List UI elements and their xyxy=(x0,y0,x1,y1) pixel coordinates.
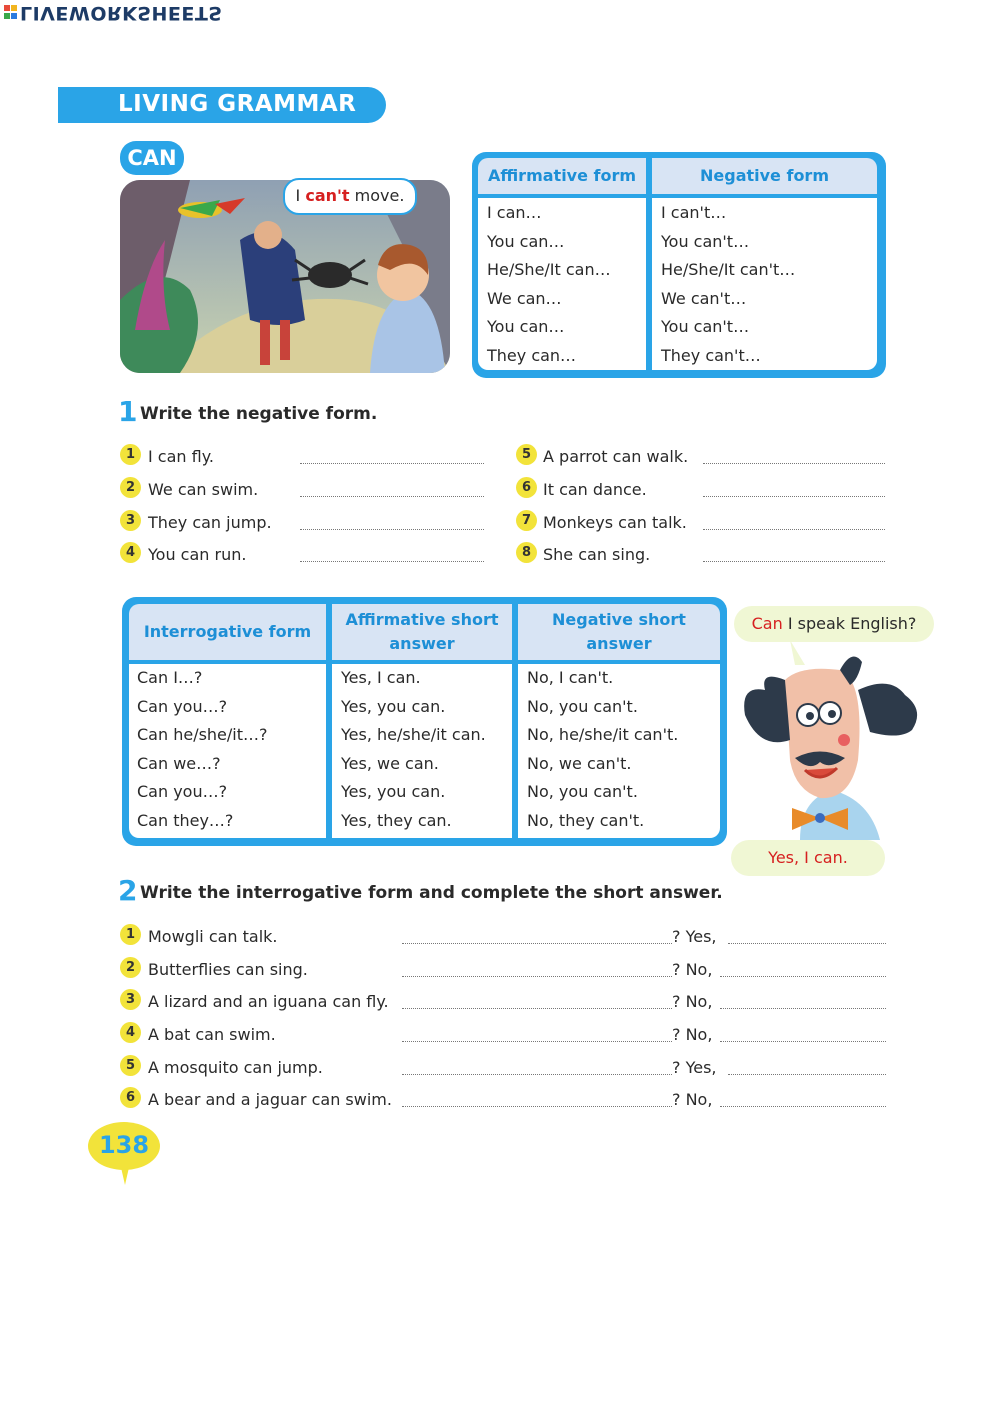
list-item: Monkeys can talk. xyxy=(543,513,687,532)
question-line[interactable] xyxy=(402,1008,672,1009)
item-number: 2 xyxy=(120,957,141,978)
table-row: Can he/she/it…? xyxy=(137,725,268,744)
header-interrogative: Interrogative form xyxy=(129,604,326,660)
short-answer-line[interactable] xyxy=(720,1008,886,1009)
exercise-1-number: 1 xyxy=(118,395,138,428)
table-row: I can… xyxy=(487,203,542,222)
table-row: Can they…? xyxy=(137,810,234,830)
list-item: We can swim. xyxy=(148,480,259,499)
question-line[interactable] xyxy=(402,1106,672,1107)
answer-line[interactable] xyxy=(300,463,484,464)
list-item: A parrot can walk. xyxy=(543,447,689,466)
list-item: She can sing. xyxy=(543,545,651,564)
table-row: You can't… xyxy=(661,317,750,336)
list-item: Mowgli can talk. xyxy=(148,927,278,946)
item-number: 1 xyxy=(120,924,141,945)
item-number: 6 xyxy=(120,1087,141,1108)
table-row: Can you…? xyxy=(137,696,228,716)
answer-prefix: ? No, xyxy=(672,960,713,979)
short-answer-line[interactable] xyxy=(720,1106,886,1107)
question-line[interactable] xyxy=(402,943,672,944)
affirmative-rows xyxy=(487,199,611,370)
interrogative-rows xyxy=(137,664,268,835)
short-answer-line[interactable] xyxy=(720,1041,886,1042)
answer-prefix: ? No, xyxy=(672,1090,713,1109)
speech-text: I xyxy=(295,186,306,205)
table-row: He/She/It can… xyxy=(487,260,611,279)
exercise-2-title: Write the interrogative form and complete the short answer. xyxy=(140,883,723,903)
exercise-1-title: Write the negative form. xyxy=(140,404,378,424)
table-row: No, you can't. xyxy=(527,696,638,716)
header-negative: Negative form xyxy=(652,158,877,194)
logo-cubes-icon xyxy=(4,5,16,19)
banner-title: LIVING GRAMMAR xyxy=(118,91,357,117)
answer-line[interactable] xyxy=(703,496,885,497)
answer-prefix: ? No, xyxy=(672,1025,713,1044)
short-answer-line[interactable] xyxy=(728,943,886,944)
question-line[interactable] xyxy=(402,976,672,977)
page-number-badge xyxy=(88,1122,160,1170)
table-row: We can't… xyxy=(661,288,747,308)
list-item: A bear and a jaguar can swim. xyxy=(148,1090,392,1109)
answer-line[interactable] xyxy=(300,561,484,562)
speech-emphasis: can't xyxy=(305,186,350,205)
list-item: They can jump. xyxy=(148,513,272,532)
speech-bubble xyxy=(283,178,417,215)
answer-prefix: ? Yes, xyxy=(672,1058,717,1077)
answer-line[interactable] xyxy=(703,529,885,530)
item-number: 7 xyxy=(516,510,537,531)
answer-bubble: Yes, I can. xyxy=(731,840,885,876)
answer-line[interactable] xyxy=(300,529,484,530)
header-affirmative-short: Affirmative short answer xyxy=(332,604,512,660)
item-number: 3 xyxy=(120,510,141,531)
table-row: You can't… xyxy=(661,231,750,251)
table-row: He/She/It can't… xyxy=(661,260,796,279)
table-row: No, he/she/it can't. xyxy=(527,725,679,744)
table-row: They can… xyxy=(487,345,577,365)
header-negative-short: Negative short answer xyxy=(518,604,720,660)
table-row: Can we…? xyxy=(137,753,221,773)
watermark: LIVEWORKSHEETS xyxy=(20,2,223,24)
header-affirmative: Affirmative form xyxy=(478,158,646,194)
questions-table xyxy=(122,597,727,846)
item-number: 2 xyxy=(120,477,141,498)
table-row: Yes, I can. xyxy=(341,668,421,687)
section-banner xyxy=(58,87,386,123)
item-number: 5 xyxy=(120,1055,141,1076)
table-row: Yes, they can. xyxy=(341,810,452,830)
answer-prefix: ? Yes, xyxy=(672,927,717,946)
answer-line[interactable] xyxy=(703,463,885,464)
short-answer-line[interactable] xyxy=(720,976,886,977)
table-row: Yes, you can. xyxy=(341,696,446,716)
question-bubble xyxy=(734,606,934,642)
table-row: Yes, you can. xyxy=(341,782,446,801)
question-emphasis: Can xyxy=(751,614,783,633)
can-forms-table xyxy=(472,152,886,378)
answer-line[interactable] xyxy=(703,561,885,562)
table-row: No, they can't. xyxy=(527,810,645,830)
table-row: Can I…? xyxy=(137,668,203,687)
table-row: Yes, he/she/it can. xyxy=(341,725,486,744)
answer-prefix: ? No, xyxy=(672,992,713,1011)
table-row: I can't… xyxy=(661,203,727,222)
answer-line[interactable] xyxy=(300,496,484,497)
list-item: You can run. xyxy=(148,545,247,564)
negative-rows xyxy=(661,199,795,370)
page-number: 138 xyxy=(98,1131,150,1159)
exercise-2-number: 2 xyxy=(118,874,138,907)
section-tag: CAN xyxy=(120,141,184,175)
list-item: Butterflies can sing. xyxy=(148,960,308,979)
item-number: 6 xyxy=(516,477,537,498)
list-item: A bat can swim. xyxy=(148,1025,276,1044)
professor-illustration xyxy=(740,640,925,845)
table-row: You can… xyxy=(487,317,565,336)
item-number: 4 xyxy=(120,542,141,563)
list-item: I can fly. xyxy=(148,447,214,466)
question-text: I speak English? xyxy=(782,614,917,633)
speech-text-end: move. xyxy=(349,186,405,205)
item-number: 8 xyxy=(516,542,537,563)
table-row: No, I can't. xyxy=(527,668,614,687)
item-number: 4 xyxy=(120,1022,141,1043)
table-row: No, we can't. xyxy=(527,753,632,773)
table-row: They can't… xyxy=(661,345,761,365)
table-row: We can… xyxy=(487,288,562,308)
item-number: 5 xyxy=(516,444,537,465)
item-number: 3 xyxy=(120,989,141,1010)
table-row: Yes, we can. xyxy=(341,753,439,773)
list-item: It can dance. xyxy=(543,480,647,499)
table-row: Can you…? xyxy=(137,782,228,801)
list-item: A mosquito can jump. xyxy=(148,1058,323,1077)
question-line[interactable] xyxy=(402,1074,672,1075)
table-row: No, you can't. xyxy=(527,782,638,801)
list-item: A lizard and an iguana can fly. xyxy=(148,992,389,1011)
question-line[interactable] xyxy=(402,1041,672,1042)
affirmative-short-rows xyxy=(341,664,486,835)
short-answer-line[interactable] xyxy=(728,1074,886,1075)
item-number: 1 xyxy=(120,444,141,465)
negative-short-rows xyxy=(527,664,678,835)
table-row: You can… xyxy=(487,231,565,251)
